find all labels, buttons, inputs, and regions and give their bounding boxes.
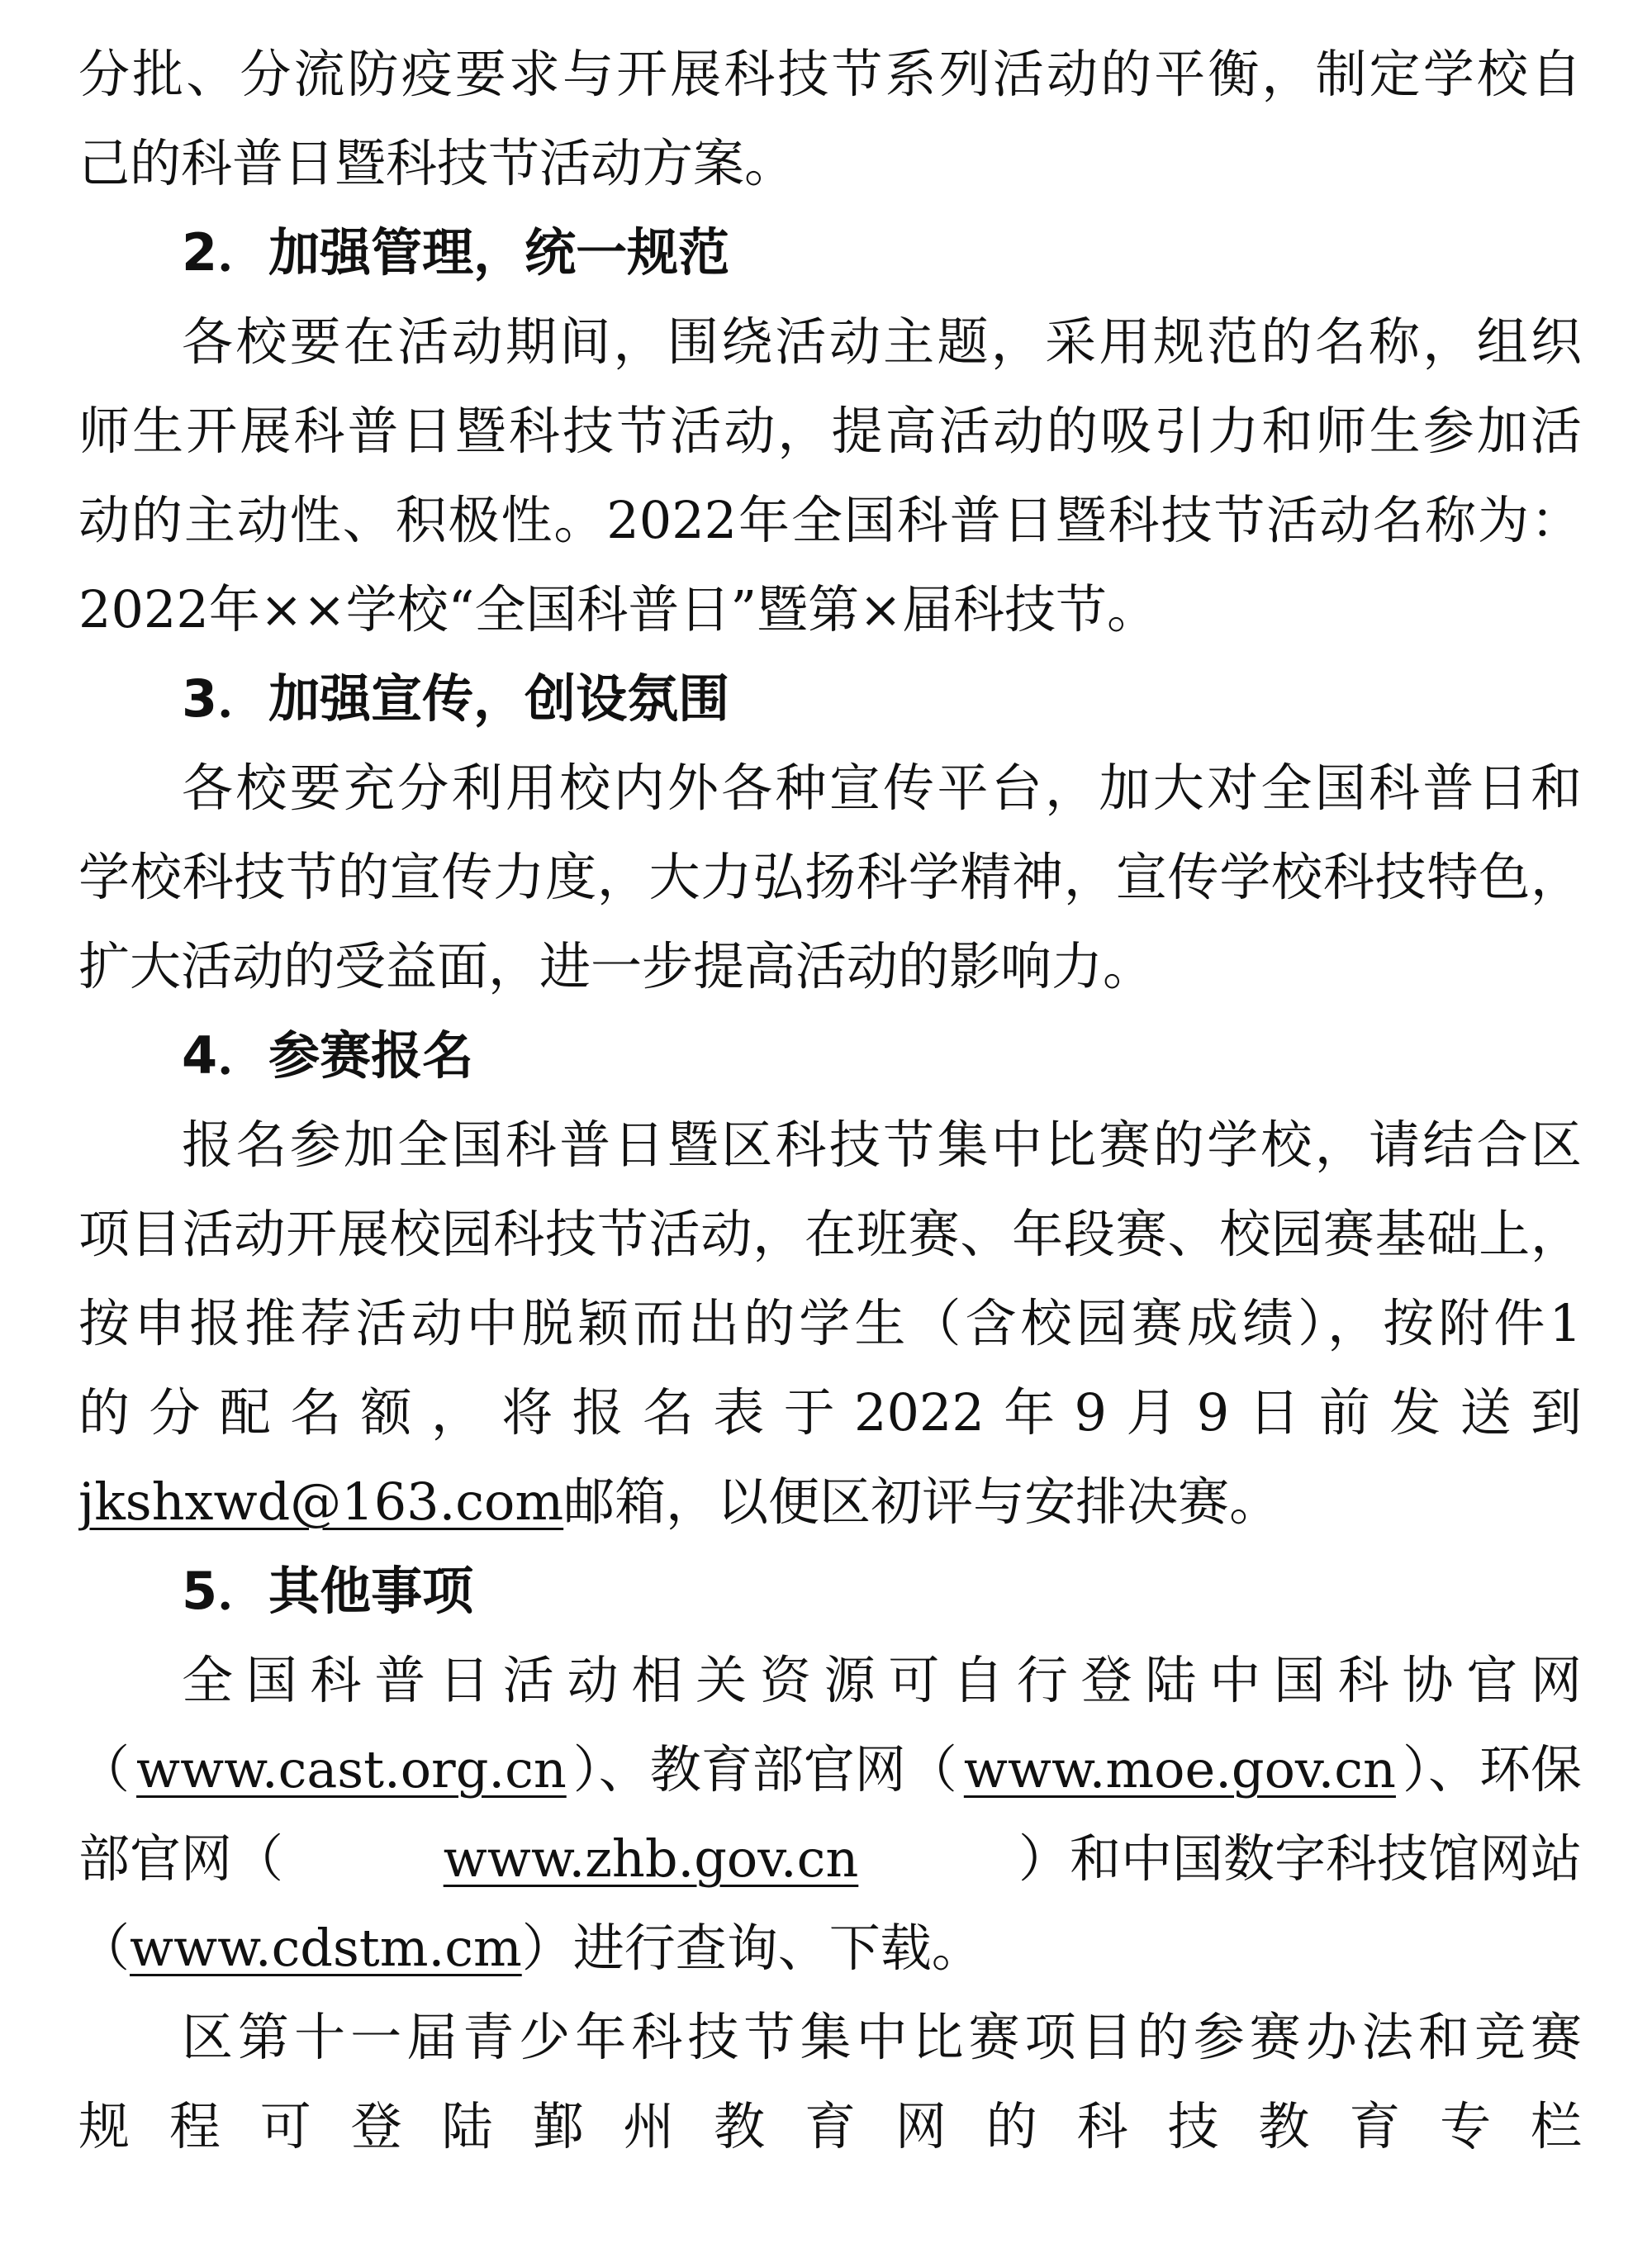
download-text: ）进行查询、下载。 xyxy=(521,1918,983,1978)
moe-label-text: ）、教育部官网（ xyxy=(572,1739,957,1799)
paragraph-line: 各校要在活动期间，围绕活动主题，采用规范的名称，组织 xyxy=(182,311,1582,372)
science-museum-label-text: ）和中国数字科技馆网站 xyxy=(1018,1828,1582,1889)
paragraph-line: 学校科技节的宣传力度，大力弘扬科学精神，宣传学校科技特色， xyxy=(78,847,1582,907)
email-line-text: 邮箱，以便区初评与安排决赛。 xyxy=(563,1471,1281,1532)
paragraph-line: 各校要充分利用校内外各种宣传平台，加大对全国科普日和 xyxy=(182,758,1582,818)
paragraph-line: 按申报推荐活动中脱颖而出的学生（含校园赛成绩），按附件1 xyxy=(78,1293,1582,1353)
cast-website-link[interactable]: www.cast.org.cn xyxy=(136,1739,567,1799)
paragraph-line: 报名参加全国科普日暨区科技节集中比赛的学校，请结合区 xyxy=(182,1115,1582,1175)
paragraph-line xyxy=(78,1818,1582,1900)
env-ministry-label-text: 部官网（ xyxy=(78,1828,284,1889)
paragraph-line: 己的科普日暨科技节活动方案。 xyxy=(78,133,796,193)
paragraph-line: 全国科普日活动相关资源可自行登陆中国科协官网 xyxy=(182,1650,1582,1710)
paragraph-line: 分批、分流防疫要求与开展科技节系列活动的平衡，制定学校自 xyxy=(78,44,1582,104)
zhb-website-link[interactable]: www.zhb.gov.cn xyxy=(443,1828,859,1889)
paragraph-line: 规程可登陆鄞州教育网的科技教育专栏 xyxy=(78,2096,1582,2156)
paragraph-line: 师生开展科普日暨科技节活动，提高活动的吸引力和师生参加活 xyxy=(78,401,1582,461)
paragraph-line: 的分配名额，将报名表于2022年9月9日前发送到 xyxy=(78,1382,1582,1443)
paren-open-text: （ xyxy=(78,1918,131,1978)
paragraph-line xyxy=(78,1907,1582,1990)
section-heading: 2．加强管理，统一规范 xyxy=(182,222,730,283)
paragraph-line xyxy=(78,1728,1582,1811)
paragraph-line: 项目活动开展校园科技节活动，在班赛、年段赛、校园赛基础上， xyxy=(78,1204,1582,1264)
paragraph-line: 扩大活动的受益面，进一步提高活动的影响力。 xyxy=(78,936,1155,996)
paragraph-line: 区第十一届青少年科技节集中比赛项目的参赛办法和竞赛 xyxy=(182,2007,1582,2067)
section-heading: 5．其他事项 xyxy=(182,1561,474,1621)
paragraph-line: 2022年××学校“全国科普日”暨第×届科技节。 xyxy=(78,579,1159,639)
paren-open-text: （ xyxy=(78,1739,131,1799)
email-link[interactable]: jkshxwd@163.com xyxy=(78,1471,564,1532)
section-heading: 3．加强宣传，创设氛围 xyxy=(182,668,730,729)
moe-website-link[interactable]: www.moe.gov.cn xyxy=(963,1739,1396,1799)
env-label-text: ）、环保 xyxy=(1402,1739,1582,1799)
cdstm-website-link[interactable]: www.cdstm.cm xyxy=(130,1918,522,1978)
paragraph-line xyxy=(78,1461,1582,1543)
section-heading: 4．参赛报名 xyxy=(182,1025,474,1086)
paragraph-line: 动的主动性、积极性。2022年全国科普日暨科技节活动名称为： xyxy=(78,490,1582,550)
